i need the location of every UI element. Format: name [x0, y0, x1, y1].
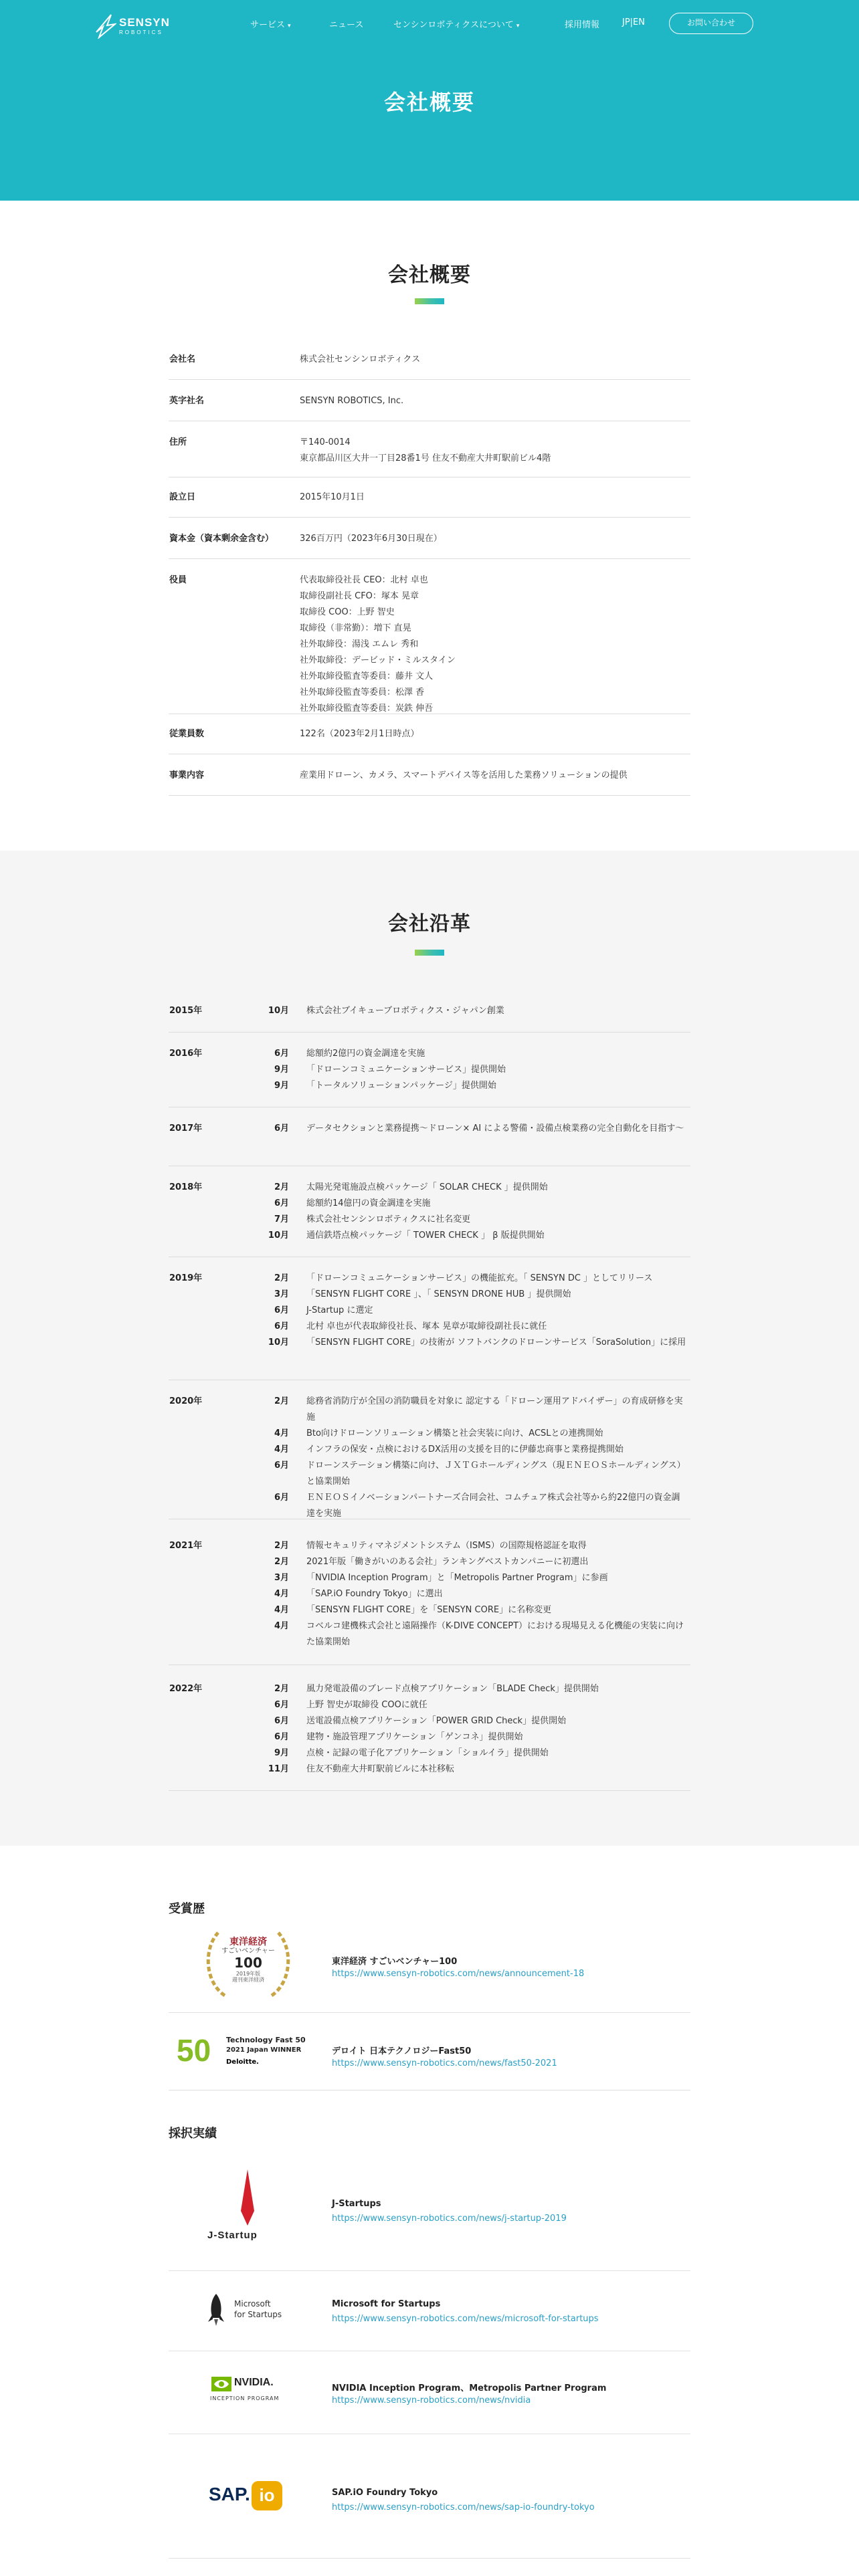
history-month: 4月 [274, 1605, 289, 1615]
history-text: 通信鉄塔点検パッケージ「 TOWER CHECK 」 β 版提供開始 [306, 1230, 545, 1241]
logo-text: SENSYN [119, 16, 170, 29]
microsoft-wordmark: Microsoft [234, 2299, 271, 2309]
history-text: J-Startup に選定 [306, 1305, 373, 1315]
fast50-number: 50 [177, 2033, 211, 2068]
history-event [169, 1761, 690, 1778]
chevron-down-icon: ▾ [516, 23, 520, 29]
history-text: インフラの保安・点検におけるDX活用の支援を目的に伊藤忠商事と業務提携開始 [306, 1444, 624, 1455]
history-event [169, 1490, 690, 1522]
overview-row [169, 768, 690, 796]
history-event [169, 1570, 690, 1586]
overview-row [169, 726, 690, 754]
history-month: 10月 [268, 1337, 289, 1348]
history-text: ＥＮＥＯＳイノベーションパートナーズ合同会社、コムチュア株式会社等から約22億円の資金調達を実施 [306, 1493, 680, 1519]
toyokeizai-logo-l3: 100 [234, 1954, 262, 1971]
history-event [169, 1729, 690, 1745]
history-event [169, 1319, 690, 1335]
history-event [169, 1271, 690, 1287]
history-month: 7月 [274, 1214, 289, 1224]
history-text: 風力発電設備のブレード点検アプリケーション「BLADE Check」提供開始 [306, 1684, 599, 1694]
history-month: 6月 [274, 1700, 289, 1710]
toyokeizai-logo [169, 1929, 326, 2002]
history-text: 情報セキュリティマネジメントシステム（ISMS）の国際規格認証を取得 [306, 1541, 587, 1551]
history-month: 4月 [274, 1428, 289, 1438]
contact-button[interactable]: お問い合わせ [669, 13, 753, 34]
overview-value: 株式会社センシンロボティクス [300, 354, 421, 364]
history-event [169, 1303, 690, 1319]
nav-language[interactable] [622, 17, 645, 27]
overview-row [169, 435, 690, 477]
history-year: 2015年 [169, 1006, 203, 1016]
history-event [169, 1196, 690, 1212]
overview-row [169, 393, 690, 421]
io-badge: io [252, 2481, 282, 2510]
history-month: 2月 [274, 1557, 289, 1567]
history-year-block [169, 1121, 690, 1166]
overview-title-bar [415, 298, 444, 304]
history-month: 3月 [274, 1573, 289, 1583]
history-text: 建物・施設管理アプリケーション「ゲンコネ」提供開始 [306, 1732, 523, 1742]
overview-key: 事業内容 [169, 770, 205, 780]
history-event [169, 1426, 690, 1442]
award-name: デロイト 日本テクノロジーFast50 [332, 2046, 472, 2056]
nav-news-label: ニュース [329, 20, 364, 30]
award-item [169, 2013, 690, 2090]
history-month: 2月 [274, 1273, 289, 1283]
history-text: データセクションと業務提携〜ドローン× AI による警備・設備点検業務の完全自動化を目指す〜 [306, 1123, 684, 1134]
history-event [169, 1602, 690, 1618]
history-month: 3月 [274, 1289, 289, 1299]
history-event [169, 1287, 690, 1303]
nav-about-label: センシンロボティクスについて [393, 20, 514, 30]
history-month: 6月 [274, 1123, 289, 1134]
history-text: 「ドローンコミュニケーションサービス」提供開始 [306, 1065, 506, 1075]
history-text: 「SENSYN FLIGHT CORE 」、「 SENSYN DRONE HUB 」提供開始 [306, 1289, 571, 1299]
history-year: 2021年 [169, 1541, 203, 1551]
history-text: 総額約2億円の資金調達を実施 [306, 1049, 425, 1059]
history-month: 6月 [274, 1198, 289, 1208]
history-text: 「トータルソリューションパッケージ」提供開始 [306, 1081, 496, 1091]
logo-mark-icon [94, 12, 116, 39]
history-event [169, 1538, 690, 1554]
history-text: 株式会社ブイキューブロボティクス・ジャパン創業 [306, 1006, 504, 1016]
jstartup-wordmark: J-Startup [207, 2230, 258, 2241]
adoption-link[interactable]: https://www.sensyn-robotics.com/news/sap-io-foundry-tokyo [332, 2502, 595, 2512]
history-event [169, 1713, 690, 1729]
history-event [169, 1586, 690, 1602]
history-month: 4月 [274, 1621, 289, 1631]
overview-value: 産業用ドローン、カメラ、スマートデバイス等を活用した業務ソリューションの提供 [300, 770, 628, 780]
overview-row [169, 531, 690, 559]
toyokeizai-logo-l5: 週刊東洋経済 [232, 1976, 264, 1983]
history-year-block [169, 1271, 690, 1380]
history-text: 上野 智史が取締役 COOに就任 [306, 1700, 427, 1710]
nvidia-wordmark: NVIDIA. [234, 2377, 274, 2388]
history-year-block [169, 1046, 690, 1107]
history-month: 6月 [274, 1049, 289, 1059]
history-month: 6月 [274, 1305, 289, 1315]
overview-value: 122名（2023年2月1日時点） [300, 729, 419, 739]
deloitte-fast50-logo [169, 2032, 326, 2072]
history-month: 4月 [274, 1444, 289, 1455]
history-event [169, 1458, 690, 1490]
jstartup-mark-icon [234, 2169, 261, 2226]
microsoft-startups-logo [169, 2291, 326, 2331]
history-month: 10月 [268, 1230, 289, 1241]
adoption-name: SAP.iO Foundry Tokyo [332, 2488, 438, 2498]
overview-row [169, 572, 690, 714]
toyokeizai-logo-l1: 東洋経済 [229, 1937, 267, 1947]
history-text: 太陽光発電施設点検パッケージ「 SOLAR CHECK 」提供開始 [306, 1182, 548, 1192]
history-year-block [169, 1394, 690, 1519]
history-text: Bto向けドローンソリューション構築と社会実装に向け、ACSLとの連携開始 [306, 1428, 603, 1438]
history-month: 9月 [274, 1081, 289, 1091]
history-month: 2月 [274, 1182, 289, 1192]
history-month: 6月 [274, 1732, 289, 1742]
overview-key: 会社名 [169, 354, 196, 364]
history-event [169, 1681, 690, 1697]
adoption-name: NVIDIA Inception Program、Metropolis Partner Program [332, 2383, 607, 2393]
history-year: 2019年 [169, 1273, 203, 1283]
history-year: 2020年 [169, 1396, 203, 1406]
history-text: 点検・記録の電子化アプリケーション「ショルイラ」提供開始 [306, 1748, 549, 1758]
history-month: 2月 [274, 1684, 289, 1694]
nav-language-label: JP|EN [622, 17, 645, 27]
history-event [169, 1003, 690, 1019]
history-year-block [169, 1538, 690, 1665]
history-year-block [169, 1003, 690, 1033]
history-text: 株式会社センシンロボティクスに社名変更 [306, 1214, 471, 1224]
award-link[interactable]: https://www.sensyn-robotics.com/news/fast50-2021 [332, 2058, 557, 2068]
logo-sub: ROBOTICS [119, 29, 163, 35]
history-text: 「SAP.iO Foundry Tokyo」に選出 [306, 1589, 443, 1599]
history-event [169, 1745, 690, 1761]
nav-services-label: サービス [250, 20, 286, 30]
history-month: 11月 [268, 1764, 289, 1774]
history-event [169, 1394, 690, 1426]
awards-title: 受賞歴 [169, 1902, 205, 1916]
adoption-title: 採択実績 [169, 2127, 217, 2141]
overview-value: 2015年10月1日 [300, 492, 365, 502]
overview-row [169, 352, 690, 380]
history-year: 2016年 [169, 1049, 203, 1059]
overview-key: 住所 [169, 437, 187, 447]
history-text: 住友不動産大井町駅前ビルに本社移転 [306, 1764, 455, 1774]
overview-title: 会社概要 [388, 263, 471, 287]
sap-wordmark: SAP. [209, 2484, 250, 2504]
inception-program-wordmark: INCEPTION PROGRAM [210, 2395, 280, 2401]
rocket-icon [206, 2294, 226, 2327]
history-month: 6月 [274, 1461, 289, 1471]
history-text: 総額約14億円の資金調達を実施 [306, 1198, 431, 1208]
overview-key: 資本金（資本剰余金含む） [169, 534, 274, 544]
history-text: 「ドローンコミュニケーションサービス」の機能拡充。「 SENSYN DC 」としてリリース [306, 1273, 653, 1283]
history-title-bar [415, 950, 444, 956]
jstartup-logo [169, 2169, 326, 2247]
overview-value: 代表取締役社長 CEO：北村 卓也 取締役副社長 CFO：塚本 晃章 取締役 COO：上野 智史 取締役（非常勤）：増下 直晃 社外取締役：湯浅 エムレ 秀和 社外取締役：デービッド・ミルスタイン 社外取締役監査等委員：藤井 文人 社外取締役監査等委員：松澤 香 社外取締役監査等委員：炭鉄 伸吾 [300, 575, 456, 714]
adoption-item [169, 2434, 690, 2559]
overview-value: 326百万円（2023年6月30日現在） [300, 534, 442, 544]
history-month: 9月 [274, 1748, 289, 1758]
overview-key: 従業員数 [169, 729, 205, 739]
history-event [169, 1046, 690, 1062]
history-year: 2017年 [169, 1123, 203, 1134]
history-event [169, 1180, 690, 1196]
history-title: 会社沿革 [388, 912, 471, 936]
award-link[interactable]: https://www.sensyn-robotics.com/news/announcement-18 [332, 1969, 585, 1979]
nav-news[interactable] [329, 17, 363, 30]
history-text: 「SENSYN FLIGHT CORE」を「SENSYN CORE」に名称変更 [306, 1605, 552, 1615]
award-name: 東洋経済 すごいベンチャー100 [332, 1957, 458, 1967]
adoption-item [169, 2271, 690, 2351]
history-text: 「NVIDIA Inception Program」と「Metropolis Partner Program」に参画 [306, 1573, 608, 1583]
adoption-item [169, 2351, 690, 2434]
sap-io-logo [169, 2481, 326, 2514]
adoption-name: J-Startups [332, 2199, 381, 2209]
overview-key: 役員 [169, 575, 187, 585]
history-month: 6月 [274, 1321, 289, 1331]
history-text: コベルコ建機株式会社と遠隔操作（K-DIVE CONCEPT）における現場見える化機能の実装に向けた協業開始 [306, 1621, 684, 1647]
history-event [169, 1212, 690, 1228]
nav-recruit-label: 採用情報 [565, 20, 600, 30]
history-month: 6月 [274, 1493, 289, 1503]
history-month: 4月 [274, 1589, 289, 1599]
fast50-title: Technology Fast 50 [226, 2036, 306, 2044]
history-year: 2022年 [169, 1684, 203, 1694]
history-event [169, 1697, 690, 1713]
adoption-link[interactable]: https://www.sensyn-robotics.com/news/microsoft-for-startups [332, 2314, 599, 2324]
history-month: 10月 [268, 1006, 289, 1016]
history-event [169, 1554, 690, 1570]
history-text: 北村 卓也が代表取締役社長、塚本 晃章が取締役副社長に就任 [306, 1321, 547, 1331]
deloitte-wordmark: Deloitte. [226, 2058, 259, 2066]
overview-key: 英字社名 [169, 396, 205, 406]
hero-header [0, 0, 859, 201]
history-month: 6月 [274, 1716, 289, 1726]
adoption-link[interactable]: https://www.sensyn-robotics.com/news/nvidia [332, 2395, 531, 2405]
history-year: 2018年 [169, 1182, 203, 1192]
adoption-link[interactable]: https://www.sensyn-robotics.com/news/j-startup-2019 [332, 2214, 567, 2224]
history-month: 9月 [274, 1065, 289, 1075]
overview-key: 設立日 [169, 492, 196, 502]
adoption-name: Microsoft for Startups [332, 2299, 441, 2309]
toyokeizai-logo-l4: 2019年版 [235, 1970, 261, 1977]
history-event [169, 1078, 690, 1094]
history-text: 2021年版「働きがいのある会社」ランキングベストカンパニーに初選出 [306, 1557, 589, 1567]
history-event [169, 1618, 690, 1650]
overview-row [169, 490, 690, 518]
history-year-block [169, 1180, 690, 1257]
toyokeizai-logo-l2: すごいベンチャー [221, 1947, 275, 1955]
nav-services[interactable] [250, 17, 291, 30]
history-text: 「SENSYN FLIGHT CORE」の技術が ソフトバンクのドローンサービス「SoraSolution」に採用 [306, 1337, 686, 1348]
history-text: 送電設備点検アプリケーション「POWER GRID Check」提供開始 [306, 1716, 567, 1726]
nvidia-eye-icon [211, 2377, 231, 2391]
nav-about[interactable] [393, 17, 519, 30]
fast50-winner: 2021 Japan WINNER [226, 2046, 302, 2054]
history-text: 総務省消防庁が全国の消防職員を対象に 認定する「ドローン運用アドバイザー」の育成研修を実施 [306, 1396, 683, 1422]
history-event [169, 1228, 690, 1244]
chevron-down-icon: ▾ [288, 23, 291, 29]
history-event [169, 1442, 690, 1458]
overview-value: SENSYN ROBOTICS, Inc. [300, 396, 404, 406]
nav-recruit[interactable] [565, 17, 599, 30]
overview-value: 〒140-0014 東京都品川区大井一丁目28番1号 住友不動産大井町駅前ビル4階 [300, 437, 551, 463]
logo[interactable] [94, 11, 174, 40]
history-event [169, 1335, 690, 1367]
hero-title: 会社概要 [383, 90, 475, 115]
adoption-item [169, 2147, 690, 2271]
nvidia-inception-logo [169, 2375, 326, 2409]
history-month: 2月 [274, 1541, 289, 1551]
history-year-block [169, 1681, 690, 1791]
history-event [169, 1062, 690, 1078]
history-month: 2月 [274, 1396, 289, 1406]
history-text: ドローンステーション構築に向け、ＪＸＴＧホールディングス（現ＥＮＥＯＳホールディングス）と協業開始 [306, 1461, 686, 1487]
history-event [169, 1121, 690, 1153]
award-item [169, 1923, 690, 2013]
for-startups-wordmark: for Startups [234, 2310, 282, 2319]
